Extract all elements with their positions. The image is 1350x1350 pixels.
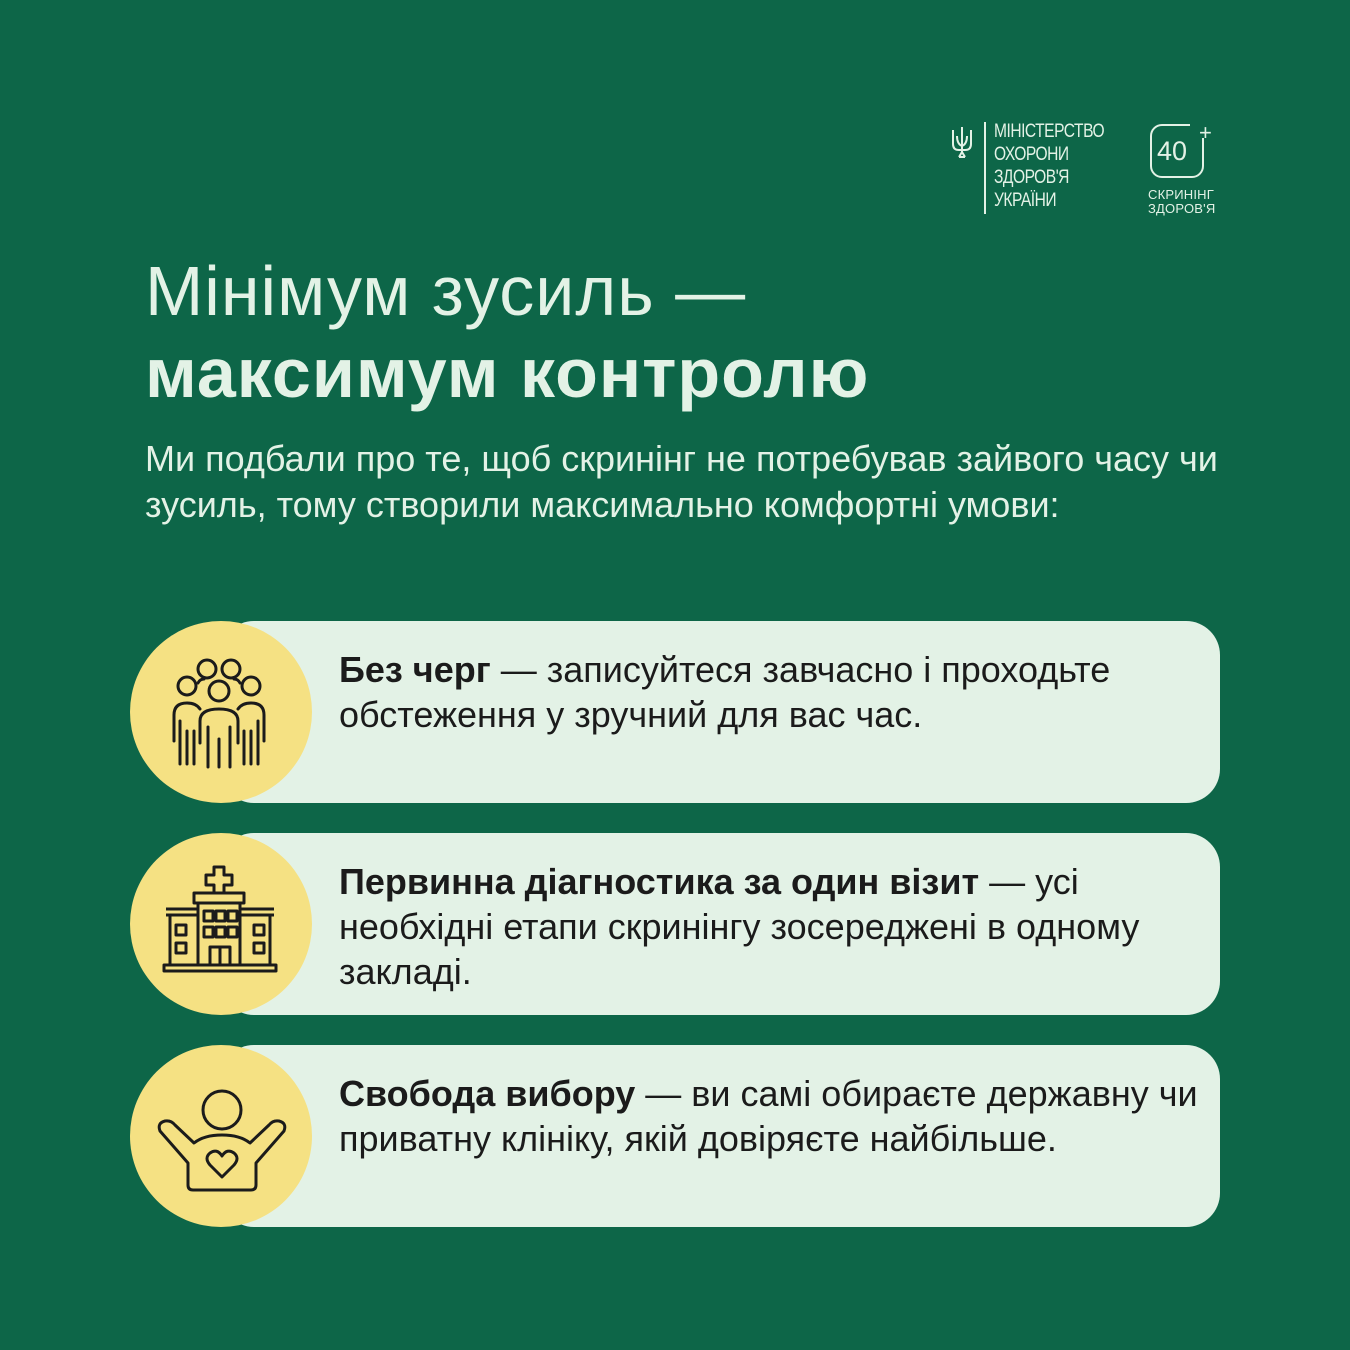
- card-description: — ви самі обираєте державну чи приватну клініку, якій довіряєте найбільше.: [339, 1073, 1198, 1159]
- feature-card-freedom-of-choice: [130, 1045, 1220, 1227]
- card-description: — записуйтеся завчасно і проходьте обстеження у зручний для вас час.: [339, 649, 1111, 735]
- screening-label-line: ЗДОРОВ'Я: [1148, 201, 1216, 216]
- person-heart-icon: [130, 1045, 312, 1227]
- icon-circle: [130, 833, 312, 1015]
- screening-number: 40: [1157, 136, 1188, 166]
- icon-circle: [130, 621, 312, 803]
- card-text: [339, 859, 1199, 994]
- people-group-icon: [130, 621, 312, 803]
- card-title: Без черг: [339, 649, 491, 690]
- logo-divider: [984, 122, 986, 214]
- ministry-line: ЗДОРОВ'Я: [994, 167, 1069, 188]
- card-text: [339, 1071, 1199, 1161]
- hospital-building-icon: [130, 833, 312, 1015]
- screening-logo-label: [1148, 188, 1215, 216]
- feature-card-no-queues: [130, 621, 1220, 803]
- card-title: Свобода вибору: [339, 1073, 636, 1114]
- screening-plus: +: [1199, 120, 1212, 145]
- card-title: Первинна діагностика за один візит: [339, 861, 980, 902]
- page-title: [145, 250, 869, 414]
- title-line-bold: максимум контролю: [145, 334, 870, 412]
- card-text: [339, 647, 1199, 737]
- intro-text: Ми подбали про те, щоб скринінг не потребував зайвого часу чи зусиль, тому створили максимально комфортні умови:: [145, 438, 1218, 525]
- trident-icon: [950, 126, 974, 160]
- ministry-line: МІНІСТЕРСТВО: [994, 121, 1105, 142]
- logo-group: [950, 120, 1240, 230]
- title-line-light: Мінімум зусиль —: [145, 252, 747, 330]
- ministry-line: ОХОРОНИ: [994, 144, 1069, 165]
- card-description: — усі необхідні етапи скринінгу зосереджені в одному закладі.: [339, 861, 1140, 992]
- icon-circle: [130, 1045, 312, 1227]
- screening-40-logo: [1150, 120, 1212, 180]
- feature-card-one-visit: [130, 833, 1220, 1015]
- screening-label-line: СКРИНІНГ: [1148, 187, 1215, 202]
- ministry-logo-text: [994, 120, 1128, 212]
- ministry-line: УКРАЇНИ: [994, 190, 1057, 211]
